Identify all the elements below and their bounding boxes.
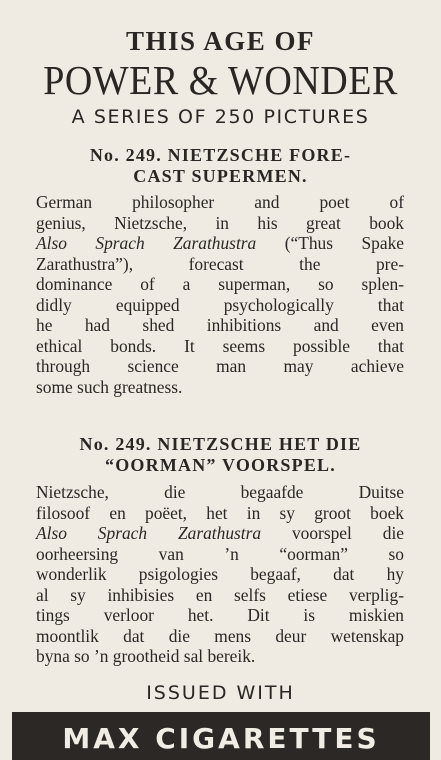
text-line: al sy inhibisies en selfs etiese verplig- [36, 584, 404, 605]
text-line: Zarathustra”), forecast the pre- [36, 253, 404, 274]
text-line: genius, Nietzsche, in his great book [36, 212, 404, 233]
text-line [36, 523, 404, 544]
series-title-main: POWER & WONDER [43, 58, 398, 104]
afrikaans-heading [0, 434, 441, 476]
text-line: some such greatness. [36, 376, 183, 397]
afrikaans-heading-line: No. 249. NIETZSCHE HET DIE [79, 434, 362, 454]
text-line: moontlik dat die mens deur wetenskap [36, 625, 404, 646]
issued-with-label: ISSUED WITH [146, 682, 295, 704]
text-line: didly equipped psychologically that [36, 294, 404, 315]
afrikaans-heading-line: “OORMAN” VOORSPEL. [105, 455, 336, 475]
text-line: wonderlik psigologies begaaf, dat hy [36, 564, 404, 584]
text-line: oorheersing van ’n “oorman” so [36, 543, 404, 564]
text-line: German philosopher and poet of [36, 192, 404, 212]
english-description [36, 192, 404, 397]
text-line [36, 233, 404, 254]
english-heading [0, 145, 441, 187]
brand-name: MAX CIGARETTES [62, 722, 380, 755]
text-line: tings verloor het. Dit is miskien [36, 605, 404, 625]
text-line: ethical bonds. It seems possible that [36, 335, 404, 356]
series-subtitle: A SERIES OF 250 PICTURES [71, 106, 370, 128]
text-line: Nietzsche, die begaafde Duitse [36, 482, 404, 502]
text-line: he had shed inhibitions and even [36, 315, 404, 335]
text-line: filosoof en poëet, het in sy groot boek [36, 502, 404, 523]
series-title-line1: THIS AGE OF [125, 26, 316, 56]
english-heading-line: CAST SUPERMEN. [133, 166, 308, 186]
text-line: through science man may achieve [36, 356, 404, 376]
text-line: dominance of a superman, so splen- [36, 274, 404, 294]
text-line: byna so ’n grootheid sal bereik. [36, 646, 256, 666]
brand-banner [12, 712, 430, 760]
book-title: Also Sprach Zarathustra [36, 523, 262, 543]
text-fragment: (“Thus Spake [256, 233, 404, 253]
book-title: Also Sprach Zarathustra [36, 233, 257, 253]
english-heading-line: No. 249. NIETZSCHE FORE- [89, 145, 352, 165]
text-fragment: voorspel die [261, 523, 404, 543]
afrikaans-description [36, 482, 404, 667]
